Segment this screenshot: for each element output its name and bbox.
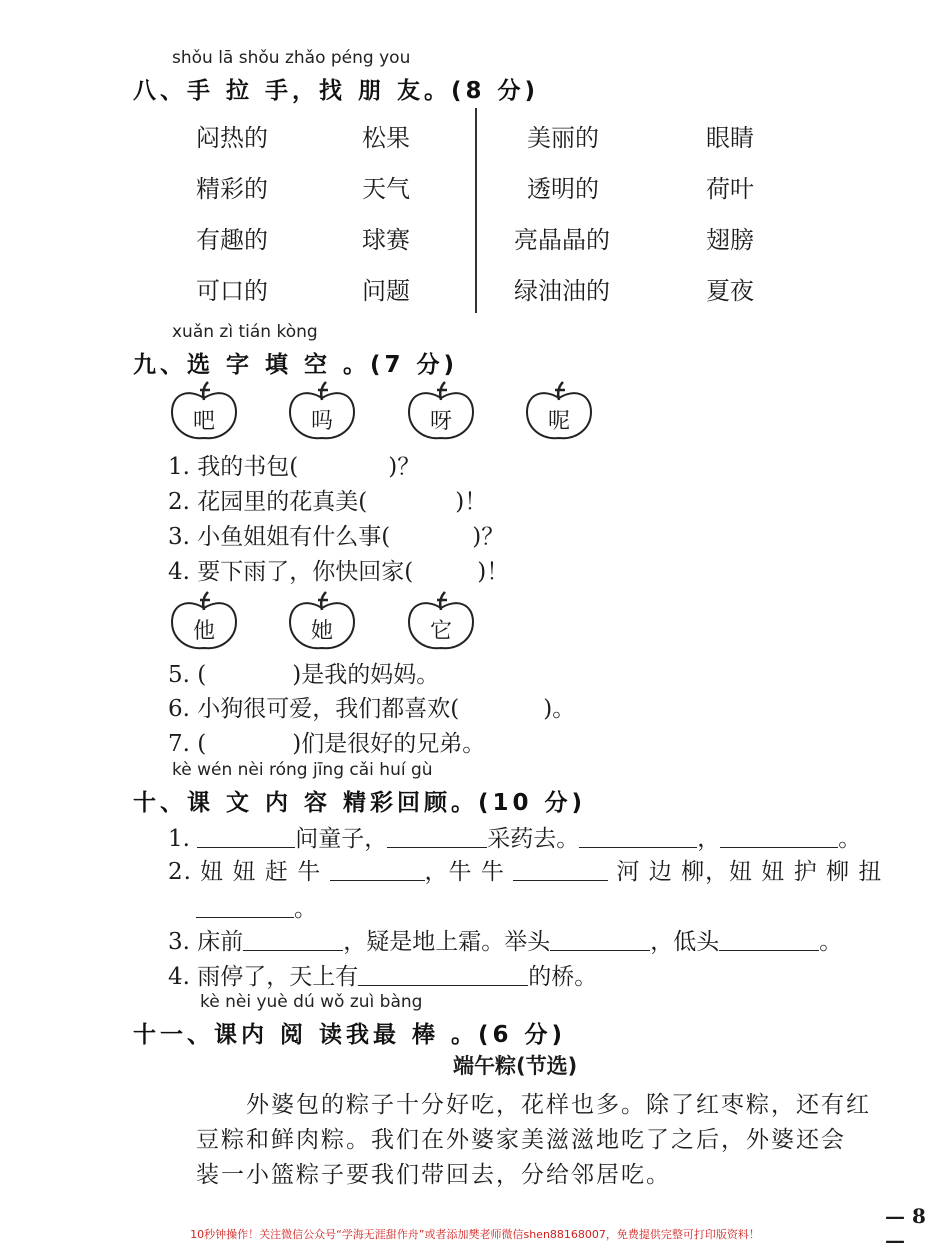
- section8-pinyin: shǒu lā shǒu zhǎo péng you: [172, 48, 411, 68]
- question-end: )是我的妈妈。: [292, 662, 440, 688]
- question-text: 4. 要下雨了，你快回家(: [168, 559, 414, 585]
- fill-question-6: [168, 690, 575, 723]
- apple-label-1: 吧: [192, 409, 216, 434]
- section8-title: 八、手 拉 手，找 朋 友。(8 分): [133, 78, 540, 104]
- match-right-adj-4[interactable]: 绿油油的: [514, 277, 610, 305]
- match-left-adj-3[interactable]: 有趣的: [196, 226, 268, 254]
- match-left-noun-3[interactable]: 球赛: [362, 226, 410, 254]
- match-right-adj-2[interactable]: 透明的: [527, 175, 599, 203]
- fill-question-7: [168, 725, 485, 758]
- match-right-adj-3[interactable]: 亮晶晶的: [514, 226, 610, 254]
- section9-pinyin: xuǎn zì tián kòng: [172, 322, 318, 342]
- section10-pinyin: kè wén nèi róng jīng cǎi huí gù: [172, 760, 433, 780]
- answer-blank[interactable]: [197, 846, 295, 848]
- passage-line-1: 外婆包的粽子十分好吃，花样也多。除了红枣粽，还有红: [246, 1092, 871, 1118]
- line-text: 。: [819, 929, 843, 955]
- match-left-noun-4[interactable]: 问题: [362, 277, 410, 305]
- question-end: )们是很好的兄弟。: [292, 731, 486, 757]
- line-text: ，牛 牛: [424, 859, 505, 885]
- line-text: 采药去。: [487, 826, 580, 852]
- question-end: )。: [543, 696, 576, 722]
- recall-line-2-continued: [196, 890, 317, 923]
- match-left-noun-2[interactable]: 天气: [362, 175, 410, 203]
- apple-card-7[interactable]: [407, 590, 475, 652]
- footer-notice: 10秒钟操作！关注微信公众号“学海无涯甜作舟”或者添加樊老师微信shen88168007，免费提供完整可打印版资料！: [190, 1228, 760, 1241]
- line-text: 问童子，: [295, 826, 388, 852]
- fill-question-3: [168, 518, 504, 551]
- question-end: )？: [472, 524, 505, 550]
- answer-blank[interactable]: [550, 949, 650, 951]
- section11-title: 十一、课内 阅 读我最 棒 。(6 分): [133, 1022, 567, 1048]
- section11-pinyin: kè nèi yuè dú wǒ zuì bàng: [200, 992, 423, 1012]
- section9-title: 九、选 字 填 空 。(7 分): [133, 352, 459, 378]
- match-left-adj-2[interactable]: 精彩的: [196, 175, 268, 203]
- recall-line-4: [168, 958, 597, 991]
- line-text: 河 边 柳，妞 妞 护 柳 扭: [616, 859, 883, 885]
- recall-line-2: [168, 853, 882, 886]
- answer-blank[interactable]: [387, 846, 487, 848]
- question-text: 6. 小狗很可爱，我们都喜欢(: [168, 696, 460, 722]
- line-text: 2. 妞 妞 赶 牛: [168, 859, 322, 885]
- match-right-noun-2[interactable]: 荷叶: [706, 175, 754, 203]
- question-text: 1. 我的书包(: [168, 454, 299, 480]
- section10-title: 十、课 文 内 容 精彩回顾。(10 分): [133, 790, 587, 816]
- apple-label-5: 他: [192, 619, 216, 644]
- line-text: 4. 雨停了，天上有: [168, 964, 359, 990]
- match-left-adj-4[interactable]: 可口的: [196, 277, 268, 305]
- answer-blank[interactable]: [243, 949, 343, 951]
- passage-line-3: 装一小篮粽子要我们带回去，分给邻居吃。: [196, 1162, 671, 1188]
- passage-line-2: 豆粽和鲜肉粽。我们在外婆家美滋滋地吃了之后，外婆还会: [196, 1127, 846, 1153]
- answer-blank[interactable]: [719, 949, 819, 951]
- passage-title: 端午粽(节选): [453, 1054, 578, 1078]
- question-text: 7. (: [168, 731, 207, 757]
- line-number: 1.: [168, 826, 190, 852]
- match-divider: [475, 108, 477, 313]
- match-left-noun-1[interactable]: 松果: [362, 124, 410, 152]
- apple-card-3[interactable]: [407, 380, 475, 442]
- match-right-noun-4[interactable]: 夏夜: [706, 277, 754, 305]
- apple-label-6: 她: [310, 619, 334, 644]
- question-end: )？: [388, 454, 421, 480]
- recall-line-1: [168, 820, 861, 853]
- answer-blank[interactable]: [358, 984, 528, 986]
- question-text: 3. 小鱼姐姐有什么事(: [168, 524, 391, 550]
- apple-label-3: 呀: [429, 409, 453, 434]
- question-end: )！: [455, 489, 488, 515]
- question-text: 5. (: [168, 662, 207, 688]
- line-text: 的桥。: [528, 964, 598, 990]
- fill-question-5: [168, 656, 439, 689]
- match-left-adj-1[interactable]: 闷热的: [196, 124, 268, 152]
- apple-card-1[interactable]: [170, 380, 238, 442]
- match-right-adj-1[interactable]: 美丽的: [527, 124, 599, 152]
- apple-label-7: 它: [429, 619, 453, 644]
- fill-question-1: [168, 448, 420, 481]
- apple-card-5[interactable]: [170, 590, 238, 652]
- line-text: ，疑是地上霜。举头: [343, 929, 551, 955]
- line-text: ，低头: [650, 929, 720, 955]
- line-text: 。: [294, 896, 317, 922]
- fill-question-2: [168, 483, 487, 516]
- apple-label-4: 呢: [547, 409, 571, 434]
- apple-card-4[interactable]: [525, 380, 593, 442]
- match-right-noun-3[interactable]: 翅膀: [706, 226, 754, 254]
- answer-blank[interactable]: [579, 846, 697, 848]
- line-text: ，: [697, 826, 721, 852]
- question-end: )！: [477, 559, 510, 585]
- answer-blank[interactable]: [330, 879, 425, 881]
- page-number: — 8 —: [885, 1204, 926, 1252]
- recall-line-3: [168, 923, 842, 956]
- answer-blank[interactable]: [720, 846, 838, 848]
- line-text: 。: [838, 826, 862, 852]
- apple-card-2[interactable]: [288, 380, 356, 442]
- answer-blank[interactable]: [513, 879, 608, 881]
- apple-card-6[interactable]: [288, 590, 356, 652]
- question-text: 2. 花园里的花真美(: [168, 489, 368, 515]
- answer-blank[interactable]: [196, 916, 294, 918]
- fill-question-4: [168, 553, 509, 586]
- match-right-noun-1[interactable]: 眼睛: [706, 124, 754, 152]
- line-text: 3. 床前: [168, 929, 244, 955]
- apple-label-2: 吗: [310, 409, 334, 434]
